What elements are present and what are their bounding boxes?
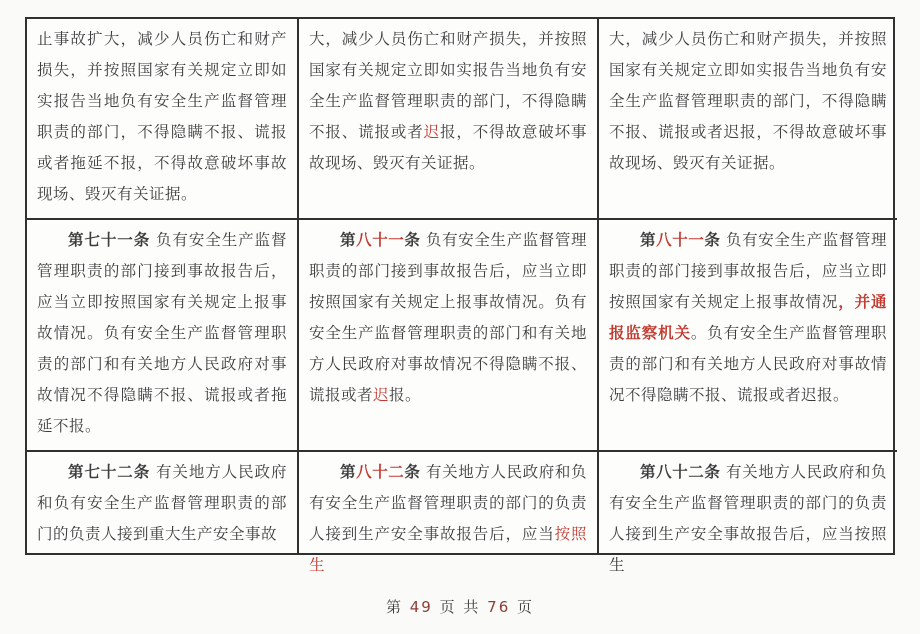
text-run: 有关地方人民政府和负有安全生产监督管理职责的部门的负责人接到重大生产安全事故 [37, 463, 287, 543]
text-run: 第 [385, 598, 410, 616]
text-run: 条 [404, 463, 421, 481]
table-cell-row1-col1 [27, 19, 299, 220]
text-run: ，并通报监察机关 [609, 293, 887, 342]
text-run: 报。 [389, 386, 422, 404]
text-run: 有关地方人民政府和负有安全生产监督管理职责的部门的负责人接到生产安全事故报告后，应当按照生 [609, 463, 887, 574]
text-run: 有关地方人民政府和负有安全生产监督管理职责的部门的负责人接到生产安全事故报告后，应当 [309, 463, 587, 543]
text-run: 第 [340, 463, 357, 481]
text-run: 76 [487, 598, 511, 616]
text-run: 大，减少人员伤亡和财产损失，并按照国家有关规定立即如实报告当地负有安全生产监督管理职责的部门，不得隐瞒不报、谎报或者迟报，不得故意破坏事故现场、毁灭有关证据。 [609, 30, 887, 172]
text-run: 条 [704, 231, 721, 249]
table-cell-row3-col1 [27, 452, 299, 553]
text-run: 负有安全生产监督管理职责的部门接到事故报告后，应当立即按照国家有关规定上报事故情况。负有安全生产监督管理职责的部门和有关地方人民政府对事故情况不得隐瞒不报、谎报或者拖延不报。 [37, 231, 287, 435]
text-run: 第七十一条 [68, 231, 151, 249]
text-run: 第七十二条 [68, 463, 151, 481]
text-run: 49 [409, 598, 433, 616]
table-cell-row2-col2 [299, 220, 599, 452]
table-cell-row3-col3 [599, 452, 897, 574]
text-run: 迟 [373, 386, 390, 404]
page-number-footer [0, 596, 920, 617]
table-cell-row2-col3 [599, 220, 897, 452]
text-run: 页 [510, 598, 535, 616]
text-run: 止事故扩大，减少人员伤亡和财产损失，并按照国家有关规定立即如实报告当地负有安全生产监督管理职责的部门，不得隐瞒不报、谎报或者拖延不报，不得故意破坏事故现场、毁灭有关证据。 [37, 30, 287, 203]
text-run: 负有安全生产监督管理职责的部门接到事故报告后，应当立即按照国家有关规定上报事故情况。负有安全生产监督管理职责的部门和有关地方人民政府对事故情况不得隐瞒不报、谎报或者 [309, 231, 587, 404]
table-cell-row2-col1 [27, 220, 299, 452]
text-run: 迟 [423, 123, 440, 141]
text-run: 第 [640, 231, 657, 249]
table-cell-row1-col2 [299, 19, 599, 220]
table-cell-row3-col2 [299, 452, 599, 574]
text-run: 大，减少人员伤亡和财产损失，并按照国家有关规定立即如实报告当地负有安全生产监督管理职责的部门，不得隐瞒不报、谎报或者 [309, 30, 587, 141]
text-run: 。负有安全生产监督管理职责的部门和有关地方人民政府对事故情况不得隐瞒不报、谎报或者迟报。 [609, 324, 887, 404]
law-comparison-table [25, 17, 895, 574]
text-run: 报，不得故意破坏事故现场、毁灭有关证据。 [309, 123, 587, 172]
text-run: 条 [404, 231, 421, 249]
table-cell-row1-col3 [599, 19, 897, 220]
text-run: 八十一 [356, 231, 405, 249]
text-run: 八十一 [656, 231, 705, 249]
text-run: 按照生 [309, 525, 587, 574]
text-run: 第 [340, 231, 357, 249]
text-run: 负有安全生产监督管理职责的部门接到事故报告后，应当立即按照国家有关规定上报事故情况 [609, 231, 887, 311]
text-run: 八十二 [356, 463, 405, 481]
text-run: 页 共 [432, 598, 488, 616]
text-run: 第八十二条 [640, 463, 721, 481]
